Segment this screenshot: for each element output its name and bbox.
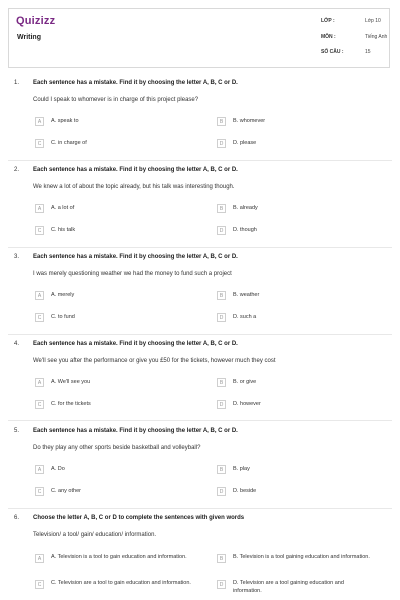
option-text: C. Television are a tool to gain education and information. bbox=[51, 580, 191, 586]
meta-label-subject: MÔN : bbox=[321, 34, 336, 40]
option-text: B. play bbox=[233, 466, 250, 472]
option-letter-box: B bbox=[217, 378, 226, 387]
option-text: C. for the tickets bbox=[51, 401, 91, 407]
logo-text: Quizizz bbox=[16, 15, 56, 27]
option-letter-box: A bbox=[35, 378, 44, 387]
question-instruction: Each sentence has a mistake. Find it by choosing the letter A, B, C or D. bbox=[33, 428, 238, 434]
option-letter-box: C bbox=[35, 313, 44, 322]
question-text: We'll see you after the performance or give you £50 for the tickets, however much they cost bbox=[33, 358, 276, 364]
question-divider bbox=[8, 508, 392, 509]
question-instruction: Each sentence has a mistake. Find it by choosing the letter A, B, C or D. bbox=[33, 167, 238, 173]
option-text: C. in charge of bbox=[51, 140, 87, 146]
option-text: A. We'll see you bbox=[51, 379, 91, 385]
question-text: Television/ a tool/ gain/ education/ information. bbox=[33, 532, 157, 538]
option-text: D. please bbox=[233, 140, 257, 146]
option-letter-box: B bbox=[217, 465, 226, 474]
option-letter-box: B bbox=[217, 291, 226, 300]
option-letter-box: A bbox=[35, 204, 44, 213]
meta-value-count: 15 bbox=[365, 49, 371, 55]
option-letter-box: D bbox=[217, 226, 226, 235]
option-letter-box: A bbox=[35, 291, 44, 300]
option-text: A. merely bbox=[51, 292, 75, 298]
question-text: Do they play any other sports beside basketball and volleyball? bbox=[33, 445, 201, 451]
option-letter-box: D bbox=[217, 139, 226, 148]
quizizz-logo bbox=[16, 15, 55, 27]
option-text: C. his talk bbox=[51, 227, 76, 233]
question-instruction: Each sentence has a mistake. Find it by choosing the letter A, B, C or D. bbox=[33, 341, 238, 347]
option-text: D. Television are a tool gaining education and information. bbox=[233, 580, 344, 594]
option-text: D. such a bbox=[233, 314, 257, 320]
question-number: 3. bbox=[14, 254, 20, 260]
option-text: A. Do bbox=[51, 466, 65, 472]
worksheet-title: Writing bbox=[17, 34, 41, 41]
option-letter-box: B bbox=[217, 554, 226, 563]
question-text: We knew a lot of about the topic already, but his talk was interesting though. bbox=[33, 184, 235, 190]
option-letter-box: B bbox=[217, 117, 226, 126]
meta-value-subject: Tiếng Anh bbox=[365, 34, 388, 40]
question-number: 5. bbox=[14, 428, 20, 434]
question-text: Could I speak to whomever is in charge of this project please? bbox=[33, 97, 199, 103]
option-text: A. a lot of bbox=[51, 205, 75, 211]
question-number: 1. bbox=[14, 80, 20, 86]
option-letter-box: D bbox=[217, 400, 226, 409]
option-letter-box: D bbox=[217, 313, 226, 322]
meta-label-count: SỐ CÂU : bbox=[321, 49, 344, 55]
question-text: I was merely questioning weather we had the money to fund such a project bbox=[33, 271, 232, 277]
option-text: B. Television is a tool gaining education and information. bbox=[233, 554, 370, 560]
question-number: 6. bbox=[14, 515, 20, 521]
option-letter-box: D bbox=[217, 580, 226, 589]
option-letter-box: C bbox=[35, 580, 44, 589]
option-letter-box: C bbox=[35, 487, 44, 496]
option-letter-box: C bbox=[35, 139, 44, 148]
question-divider bbox=[8, 420, 392, 421]
question-number: 4. bbox=[14, 341, 20, 347]
question-number: 2. bbox=[14, 167, 20, 173]
option-text: D. though bbox=[233, 227, 257, 233]
question-instruction: Choose the letter A, B, C or D to complete the sentences with given words bbox=[33, 515, 245, 521]
worksheet-header bbox=[8, 8, 390, 68]
question-divider bbox=[8, 160, 392, 161]
option-letter-box: C bbox=[35, 400, 44, 409]
question-divider bbox=[8, 247, 392, 248]
meta-value-grade: Lớp 10 bbox=[365, 18, 381, 24]
question-instruction: Each sentence has a mistake. Find it by choosing the letter A, B, C or D. bbox=[33, 80, 238, 86]
meta-label-grade: LỚP : bbox=[321, 18, 335, 24]
option-letter-box: A bbox=[35, 554, 44, 563]
option-text: A. Television is a tool to gain education and information. bbox=[51, 554, 187, 560]
option-text: B. or give bbox=[233, 379, 257, 385]
option-text: B. weather bbox=[233, 292, 260, 298]
option-letter-box: D bbox=[217, 487, 226, 496]
option-text: B. already bbox=[233, 205, 258, 211]
option-letter-box: B bbox=[217, 204, 226, 213]
option-text: D. however bbox=[233, 401, 261, 407]
option-letter-box: A bbox=[35, 117, 44, 126]
question-instruction: Each sentence has a mistake. Find it by choosing the letter A, B, C or D. bbox=[33, 254, 238, 260]
option-text: D. beside bbox=[233, 488, 257, 494]
option-text: C. any other bbox=[51, 488, 81, 494]
option-text: C. to fund bbox=[51, 314, 75, 320]
option-letter-box: C bbox=[35, 226, 44, 235]
question-divider bbox=[8, 334, 392, 335]
option-text: A. speak to bbox=[51, 118, 79, 124]
option-text: B. whomever bbox=[233, 118, 266, 124]
option-letter-box: A bbox=[35, 465, 44, 474]
